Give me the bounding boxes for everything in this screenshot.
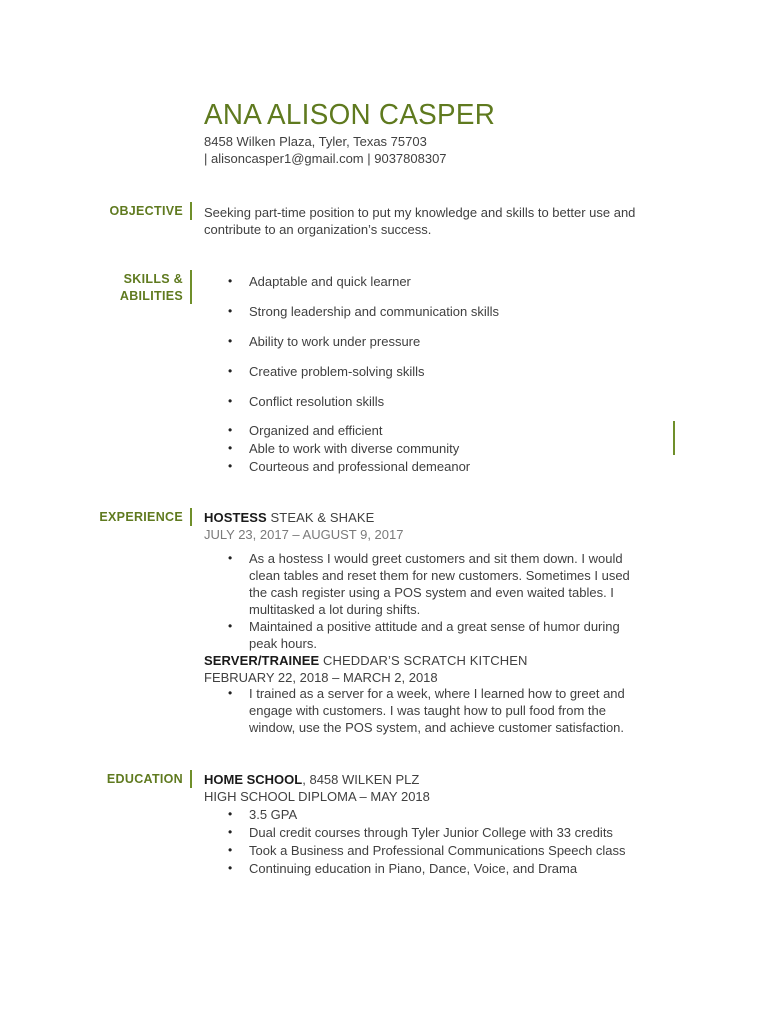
job-title: SERVER/TRAINEE xyxy=(204,653,320,668)
section-divider-bar xyxy=(190,508,192,526)
skill-item: • Courteous and professional demeanor xyxy=(204,458,724,475)
skill-item: • Strong leadership and communication skills xyxy=(204,303,724,320)
skills-list-tight xyxy=(204,422,724,475)
job-employer: CHEDDAR’S SCRATCH KITCHEN xyxy=(319,653,528,668)
bullet-line: • I trained as a server for a week, where I learned how to greet and xyxy=(249,686,625,701)
objective-line: contribute to an organization’s success. xyxy=(204,222,432,237)
school-address: , 8458 WILKEN PLZ xyxy=(302,772,420,787)
contact-line: | alisoncasper1@gmail.com | 9037808307 xyxy=(204,151,447,166)
address: 8458 Wilken Plaza, Tyler, Texas 75703 xyxy=(204,134,427,149)
section-divider-bar xyxy=(190,270,192,304)
skills-label-line: SKILLS & xyxy=(123,272,183,286)
skill-item: • Ability to work under pressure xyxy=(204,333,724,350)
diploma: HIGH SCHOOL DIPLOMA – MAY 2018 xyxy=(204,789,430,804)
job-heading xyxy=(204,652,528,669)
bullet-line: the cash register using a POS system and even waited tables. I xyxy=(249,585,614,600)
bullet-line: peak hours. xyxy=(249,636,317,651)
job-bullets xyxy=(204,550,744,652)
skill-item: • Adaptable and quick learner xyxy=(204,273,724,290)
job-dates: JULY 23, 2017 – AUGUST 9, 2017 xyxy=(204,527,404,542)
bullet-line: • As a hostess I would greet customers and sit them down. I would xyxy=(249,551,623,566)
job-title: HOSTESS xyxy=(204,510,267,525)
education-item: • Dual credit courses through Tyler Junior College with 33 credits xyxy=(204,824,744,841)
objective-line: Seeking part-time position to put my knowledge and skills to better use and xyxy=(204,205,636,220)
bullet-line: multitasked a lot during shifts. xyxy=(249,602,421,617)
education-item: • Took a Business and Professional Communications Speech class xyxy=(204,842,744,859)
bullet-line: window, use the POS system, and achieve customer satisfaction. xyxy=(249,720,625,735)
resume-name: ANA ALISON CASPER xyxy=(204,99,496,131)
job-bullet xyxy=(204,685,744,736)
job-bullet xyxy=(204,550,744,618)
objective-text xyxy=(204,204,635,238)
job-employer: STEAK & SHAKE xyxy=(266,510,375,525)
skill-item: • Conflict resolution skills xyxy=(204,393,724,410)
education-item: • 3.5 GPA xyxy=(204,806,744,823)
bullet-line: • Maintained a positive attitude and a great sense of humor during xyxy=(249,619,620,634)
school-name: HOME SCHOOL xyxy=(204,772,303,787)
section-divider-bar xyxy=(190,770,192,788)
bullet-line: clean tables and reset them for new customers. Sometimes I used xyxy=(249,568,630,583)
skills-list-spaced xyxy=(204,273,724,423)
job-bullets xyxy=(204,685,744,736)
job-bullet xyxy=(204,618,744,652)
section-divider-bar xyxy=(190,202,192,220)
objective-label: OBJECTIVE xyxy=(109,204,183,218)
job-dates: FEBRUARY 22, 2018 – MARCH 2, 2018 xyxy=(204,670,438,685)
experience-label: EXPERIENCE xyxy=(99,510,183,524)
skill-item: • Creative problem-solving skills xyxy=(204,363,724,380)
bullet-line: engage with customers. I was taught how to pull food from the xyxy=(249,703,606,718)
education-item: • Continuing education in Piano, Dance, Voice, and Drama xyxy=(204,860,744,877)
education-label: EDUCATION xyxy=(106,772,183,786)
education-list xyxy=(204,806,744,877)
skill-item: • Organized and efficient xyxy=(204,422,724,439)
job-heading xyxy=(204,509,374,526)
skills-label-line: ABILITIES xyxy=(119,289,183,303)
school-heading xyxy=(204,771,419,788)
skills-label xyxy=(120,271,183,305)
text-cursor-bar xyxy=(673,421,675,455)
skill-item: • Able to work with diverse community xyxy=(204,440,724,457)
